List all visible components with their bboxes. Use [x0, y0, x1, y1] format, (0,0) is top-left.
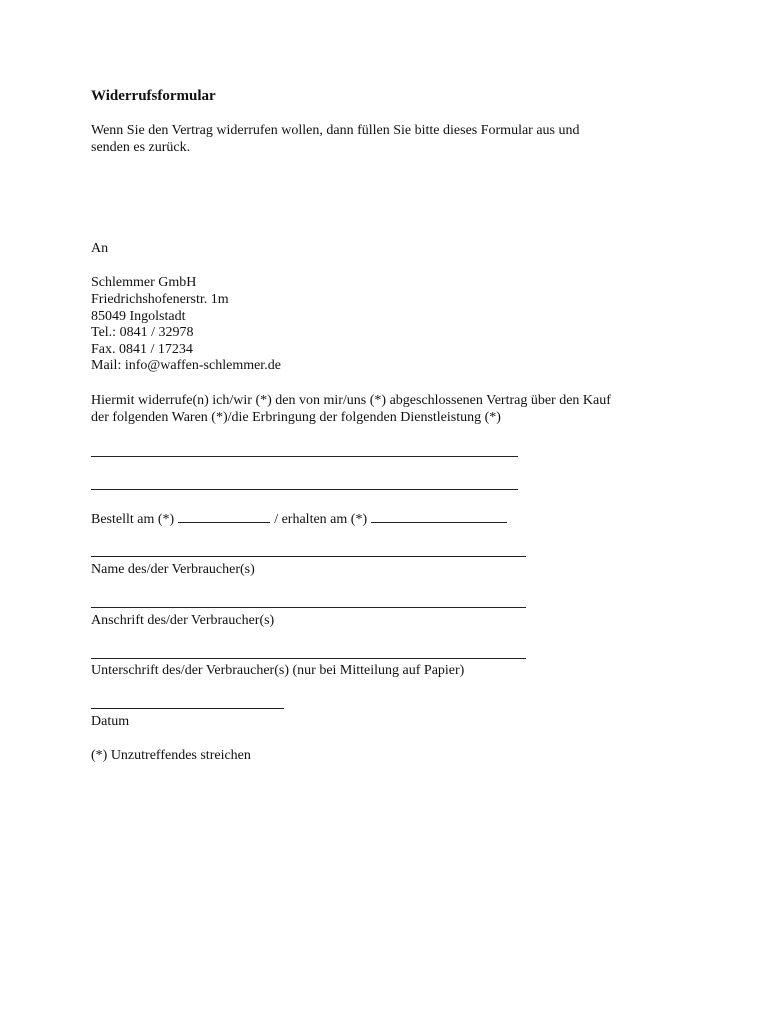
- address-signature-line[interactable]: [91, 607, 526, 608]
- signature-label: Unterschrift des/der Verbraucher(s) (nur bei Mitteilung auf Papier): [91, 663, 465, 678]
- revocation-text-line-2: der folgenden Waren (*)/die Erbringung der folgenden Dienstleistung (*): [91, 410, 501, 425]
- footnote: (*) Unzutreffendes streichen: [91, 748, 251, 763]
- ordered-date-field[interactable]: [178, 521, 270, 523]
- order-date-row: [91, 511, 511, 528]
- goods-entry-line-2[interactable]: [91, 489, 518, 490]
- recipient-city: 85049 Ingolstadt: [91, 309, 186, 324]
- recipient-street: Friedrichshofenerstr. 1m: [91, 292, 229, 307]
- recipient-fax: Fax. 0841 / 17234: [91, 342, 193, 357]
- ordered-label: Bestellt am (*): [91, 512, 175, 527]
- recipient-company: Schlemmer GmbH: [91, 275, 197, 290]
- intro-text-line-1: Wenn Sie den Vertrag widerrufen wollen, dann füllen Sie bitte dieses Formular aus und: [91, 123, 580, 138]
- intro-text-line-2: senden es zurück.: [91, 140, 191, 155]
- signature-line[interactable]: [91, 658, 526, 659]
- recipient-label: An: [91, 241, 109, 256]
- address-label: Anschrift des/der Verbraucher(s): [91, 613, 275, 628]
- received-date-field[interactable]: [371, 521, 507, 523]
- received-label: / erhalten am (*): [274, 512, 368, 527]
- revocation-text-line-1: Hiermit widerrufe(n) ich/wir (*) den von mir/uns (*) abgeschlossenen Vertrag über den Kauf: [91, 393, 611, 408]
- name-signature-line[interactable]: [91, 556, 526, 557]
- recipient-mail: Mail: info@waffen-schlemmer.de: [91, 358, 281, 373]
- date-line[interactable]: [91, 708, 284, 709]
- recipient-phone: Tel.: 0841 / 32978: [91, 325, 194, 340]
- date-label: Datum: [91, 714, 130, 729]
- document-title: Widerrufsformular: [91, 88, 216, 104]
- name-label: Name des/der Verbraucher(s): [91, 562, 255, 577]
- goods-entry-line-1[interactable]: [91, 456, 518, 457]
